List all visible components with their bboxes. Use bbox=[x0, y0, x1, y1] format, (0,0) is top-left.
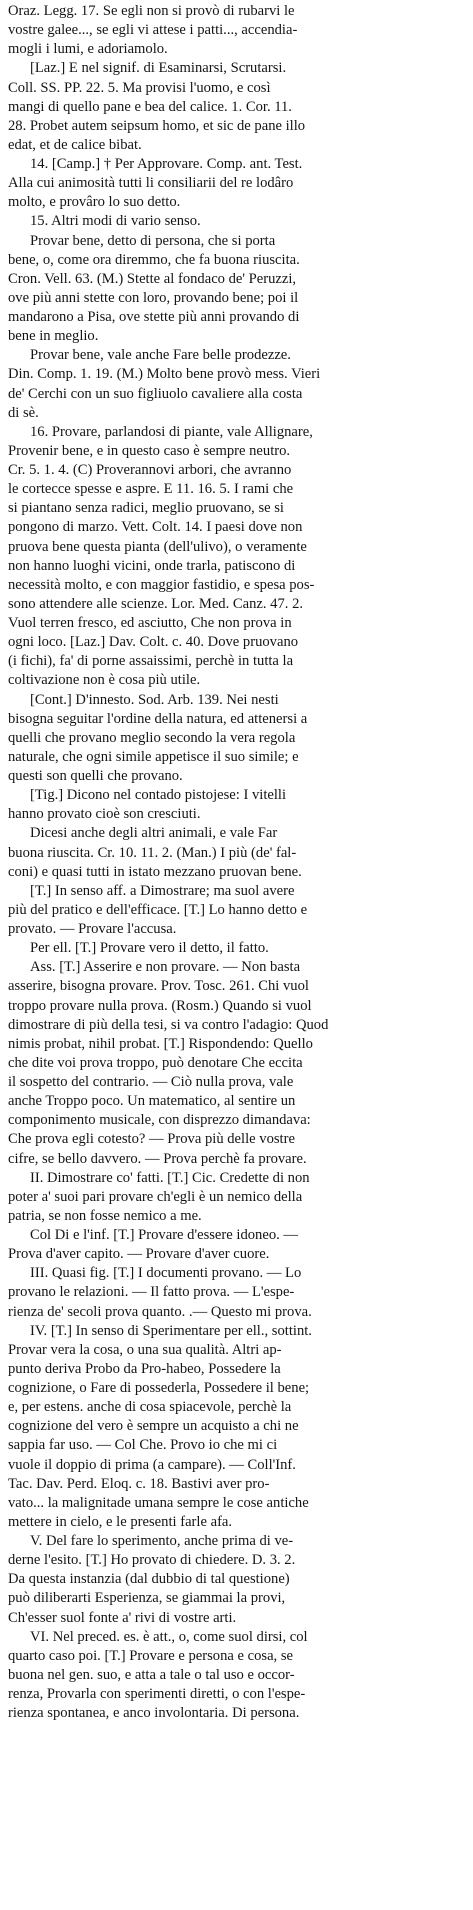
text-line: provato. — Provare l'accusa. bbox=[8, 921, 177, 937]
text-line: Cr. 5. 1. 4. (C) Proverannovi arbori, che avranno bbox=[8, 462, 292, 478]
text-line: Alla cui animosità tutti li consiliarii del re lodâro bbox=[8, 175, 294, 192]
text-line: può diliberarti Esperienza, se giammai la provi, bbox=[8, 1590, 286, 1607]
text-line: Provar bene, detto di persona, che si porta bbox=[30, 232, 276, 249]
text-line: necessità molto, e con maggior fastidio, e spesa pos- bbox=[8, 576, 315, 593]
text-line: Coll. SS. PP. 22. 5. Ma provisi l'uomo, e così bbox=[8, 79, 271, 96]
text-line: mogli i lumi, e adoriamolo. bbox=[8, 41, 168, 58]
text-line: Ch'esser suol fonte a' rivi di vostre arti. bbox=[8, 1609, 237, 1626]
text-line: e, per estens. anche di cosa spiacevole, perchè la bbox=[8, 1399, 292, 1416]
text-line: bene, o, come ora diremmo, che fa buona riuscita. bbox=[8, 251, 300, 268]
text-line: le cortecce spesse e aspre. E 11. 16. 5. I rami che bbox=[8, 481, 294, 498]
text-line: bene in meglio. bbox=[8, 328, 99, 345]
text-line: ove più anni stette con loro, provando bene; poi il bbox=[8, 289, 299, 306]
text-line: buona riuscita. Cr. 10. 11. 2. (Man.) I più (de' fal- bbox=[8, 844, 297, 861]
text-line: punto deriva Probo da Pro-habeo, Possedere la bbox=[8, 1360, 281, 1377]
text-line: 14. [Camp.] † Per Approvare. Comp. ant. Test. bbox=[30, 156, 303, 172]
text-line: III. Quasi fig. [T.] I documenti provano. — Lo bbox=[30, 1265, 302, 1282]
text-line: Dicesi anche degli altri animali, e vale Far bbox=[30, 825, 278, 842]
text-line: patria, se non fosse nemico a me. bbox=[8, 1207, 202, 1224]
text-line: Provar bene, vale anche Fare belle prodezze. bbox=[30, 347, 291, 364]
text-line: naturale, che ogni simile appetisce il suo simile; e bbox=[8, 748, 299, 765]
text-line: più del pratico e dell'efficace. [T.] Lo hanno detto e bbox=[8, 901, 308, 918]
text-line: coltivazione non è cosa più utile. bbox=[8, 672, 201, 689]
text-line: Ass. [T.] Asserire e non provare. — Non basta bbox=[30, 959, 301, 976]
text-line: molto, e provâro lo suo detto. bbox=[8, 194, 181, 211]
text-line: bisogna seguitar l'ordine della natura, ed attenersi a bbox=[8, 710, 308, 727]
text-line: quelli che provano meglio secondo la vera regola bbox=[8, 729, 296, 746]
text-line: [T.] In senso aff. a Dimostrare; ma suol avere bbox=[30, 882, 295, 899]
text-line: Vuol terren fresco, ed asciutto, Che non prova in bbox=[8, 615, 292, 631]
text-line: cognizione del vero è sempre un acquisto a chi ne bbox=[8, 1418, 299, 1435]
text-line: pongono di marzo. Vett. Colt. 14. I paesi dove non bbox=[8, 519, 303, 536]
text-line: de' Cerchi con un suo figliuolo cavaliere alla costa bbox=[8, 385, 303, 402]
text-line: ogni loco. [Laz.] Dav. Colt. c. 40. Dove pruovano bbox=[8, 634, 299, 651]
text-line: mandarono a Pisa, ove stette più anni provando di bbox=[8, 309, 300, 325]
text-line: V. Del fare lo sperimento, anche prima di ve- bbox=[30, 1533, 294, 1549]
text-line: asserire, bisogna provare. Prov. Tosc. 261. Chi vuol bbox=[8, 978, 309, 995]
text-line: rienza de' secoli prova quanto. .— Questo mi prova. bbox=[8, 1303, 312, 1320]
text-line: derne l'esito. [T.] Ho provato di chiedere. D. 3. 2. bbox=[8, 1552, 296, 1569]
text-line: non hanno luoghi vicini, onde trarla, patiscono di bbox=[8, 557, 296, 574]
text-line: vato... la malignitade umana sempre le cose antiche bbox=[8, 1494, 309, 1511]
text-line: poter a' suoi pari provare ch'egli è un nemico della bbox=[8, 1188, 303, 1205]
text-line: hanno provato cioè son cresciuti. bbox=[8, 806, 201, 823]
text-line: mettere in cielo, e le presenti farle afa. bbox=[8, 1513, 233, 1530]
text-line: renza, Provarla con sperimenti diretti, o con l'espe- bbox=[8, 1686, 306, 1702]
text-line: Oraz. Legg. 17. Se egli non si provò di rubarvi le bbox=[8, 3, 295, 19]
text-line: Provar vera la cosa, o una sua qualità. Altri ap- bbox=[8, 1341, 282, 1358]
text-line: Provenir bene, e in questo caso è sempre neutro. bbox=[8, 442, 291, 459]
text-line: sappia far uso. — Col Che. Provo io che mi ci bbox=[8, 1437, 278, 1454]
text-line: anche Troppo poco. Un matematico, al sentire un bbox=[8, 1093, 296, 1110]
text-line: nimis probat, nihil probat. [T.] Rispondendo: Quello bbox=[8, 1035, 313, 1052]
text-line: 15. Altri modi di vario senso. bbox=[30, 213, 201, 230]
text-line: [Laz.] E nel signif. di Esaminarsi, Scrutarsi. bbox=[30, 60, 287, 77]
text-line: 28. Probet autem seipsum homo, et sic de pane illo bbox=[8, 117, 306, 134]
text-line: questi son quelli che provano. bbox=[8, 768, 183, 784]
text-line: quarto caso poi. [T.] Provare e persona e cosa, se bbox=[8, 1647, 294, 1664]
text-line: cognizione, o Fare di possederla, Possedere il bene; bbox=[8, 1380, 310, 1396]
text-line: coni) e quasi tutti in istato mezzano pruovan bene. bbox=[8, 863, 302, 880]
text-line: Che prova egli cotesto? — Prova più delle vostre bbox=[8, 1131, 295, 1148]
text-line: Prova d'aver capito. — Provare d'aver cuore. bbox=[8, 1246, 270, 1263]
text-line: Cron. Vell. 63. (M.) Stette al fondaco de' Peruzzi, bbox=[8, 270, 297, 287]
text-line: cifre, se bello davvero. — Prova perchè fa provare. bbox=[8, 1150, 307, 1167]
text-line: 16. Provare, parlandosi di piante, vale Allignare, bbox=[30, 423, 313, 440]
text-line: [Tig.] Dicono nel contado pistojese: I vitelli bbox=[30, 787, 287, 804]
text-line: VI. Nel preced. es. è att., o, come suol dirsi, col bbox=[30, 1628, 308, 1645]
text-line: Da questa instanzia (dal dubbio di tal questione) bbox=[8, 1571, 290, 1588]
text-line: II. Dimostrare co' fatti. [T.] Cic. Credette di non bbox=[30, 1169, 310, 1186]
text-line: buona nel gen. suo, e atta a tale o tal uso e occor- bbox=[8, 1666, 295, 1683]
text-line: IV. [T.] In senso di Sperimentare per ell., sottint. bbox=[30, 1322, 312, 1339]
text-line: Tac. Dav. Perd. Eloq. c. 18. Bastivi aver pro- bbox=[8, 1475, 270, 1492]
text-line: il sospetto del contrario. — Ciò nulla prova, vale bbox=[8, 1074, 294, 1090]
text-line: Per ell. [T.] Provare vero il detto, il fatto. bbox=[30, 940, 269, 957]
text-line: edat, et de calice bibat. bbox=[8, 136, 142, 153]
text-line: [Cont.] D'innesto. Sod. Arb. 139. Nei nesti bbox=[30, 691, 279, 708]
text-line: pruova bene questa pianta (dell'ulivo), o veramente bbox=[8, 538, 307, 555]
text-line: vostre galee..., se egli vi attese i patti..., accendia- bbox=[8, 22, 298, 39]
text-line: Col Di e l'inf. [T.] Provare d'essere idoneo. — bbox=[30, 1227, 299, 1243]
text-line: mangi di quello pane e bea del calice. 1. Cor. 11. bbox=[8, 98, 292, 115]
text-line: rienza spontanea, e anco involontaria. Di persona. bbox=[8, 1705, 300, 1722]
text-line: si piantano senza radici, meglio pruovano, se si bbox=[8, 500, 284, 517]
text-line: componimento musicale, con disprezzo dimandava: bbox=[8, 1112, 311, 1129]
text-line: provano le relazioni. — Il fatto prova. — L'espe- bbox=[8, 1284, 295, 1301]
text-line: (i fichi), fa' di porne assaissimi, perchè in tutta la bbox=[8, 653, 294, 670]
text-line: di sè. bbox=[8, 404, 39, 421]
text-line: Din. Comp. 1. 19. (M.) Molto bene provò mess. Vieri bbox=[8, 366, 321, 383]
text-line: dimostrare di più della tesi, si va contro l'adagio: Quod bbox=[8, 1016, 329, 1033]
text-line: troppo provare nulla prova. (Rosm.) Quando si vuol bbox=[8, 997, 312, 1014]
text-line: sono attendere alle scienze. Lor. Med. Canz. 47. 2. bbox=[8, 595, 304, 612]
text-line: vuole il doppio di prima (a campare). — Coll'Inf. bbox=[8, 1456, 296, 1473]
text-line: che dite voi prova troppo, può denotare Che eccita bbox=[8, 1054, 303, 1071]
